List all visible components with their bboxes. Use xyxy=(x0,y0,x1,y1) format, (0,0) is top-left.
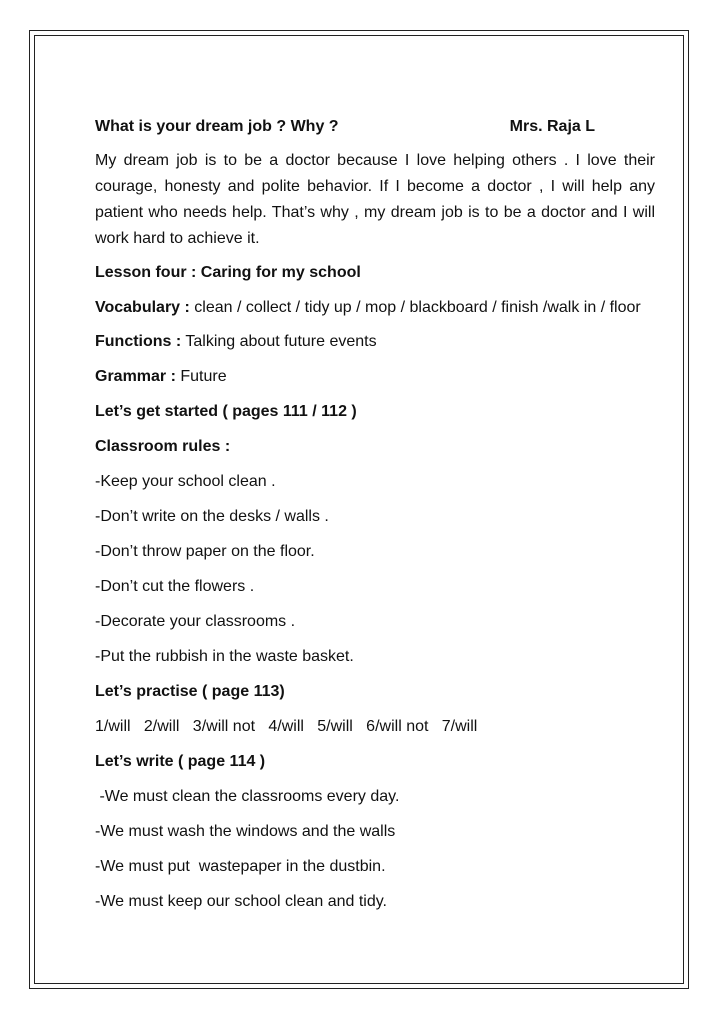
header-row xyxy=(95,114,595,140)
grammar-line xyxy=(95,364,655,390)
vocabulary-label: Vocabulary : xyxy=(95,299,190,316)
rule-item: -Don’t cut the flowers . xyxy=(95,578,255,595)
author-name: Mrs. Raja L xyxy=(509,118,595,135)
write-item: -We must put wastepaper in the dustbin. xyxy=(95,858,386,875)
functions-label: Functions : xyxy=(95,333,182,350)
rule-item: -Put the rubbish in the waste basket. xyxy=(95,648,354,665)
rule-item: -Don’t throw paper on the floor. xyxy=(95,543,315,560)
document-content xyxy=(95,114,655,924)
rule-item: -Keep your school clean . xyxy=(95,473,276,490)
write-item: -We must clean the classrooms every day. xyxy=(95,788,400,805)
lets-write-heading: Let’s write ( page 114 ) xyxy=(95,753,266,770)
vocabulary-line xyxy=(95,295,655,321)
vocabulary-value: clean / collect / tidy up / mop / blackboard / finish /walk in / floor xyxy=(189,299,641,316)
rule-item: -Decorate your classrooms . xyxy=(95,613,296,630)
grammar-value: Future xyxy=(175,368,227,385)
lets-get-started-heading: Let’s get started ( pages 111 / 112 ) xyxy=(95,403,357,420)
rule-item: -Don’t write on the desks / walls . xyxy=(95,508,329,525)
functions-line xyxy=(95,329,655,355)
write-item: -We must keep our school clean and tidy. xyxy=(95,893,387,910)
functions-value: Talking about future events xyxy=(181,333,377,350)
grammar-label: Grammar : xyxy=(95,368,176,385)
write-item: -We must wash the windows and the walls xyxy=(95,823,396,840)
classroom-rules-heading: Classroom rules : xyxy=(95,438,231,455)
dream-job-question: What is your dream job ? Why ? xyxy=(95,118,339,135)
practise-answers: 1/will 2/will 3/will not 4/will 5/will 6/will not 7/will xyxy=(95,718,478,735)
lesson-title: Lesson four : Caring for my school xyxy=(95,264,361,281)
lets-practise-heading: Let’s practise ( page 113) xyxy=(95,683,285,700)
dream-job-paragraph: My dream job is to be a doctor because I love helping others . I love their courage, honesty and polite behavior. If I become a doctor , I will help any patient who needs help. That’s why , my dream job is to be a doctor and I will work hard to achieve it. xyxy=(95,152,655,247)
